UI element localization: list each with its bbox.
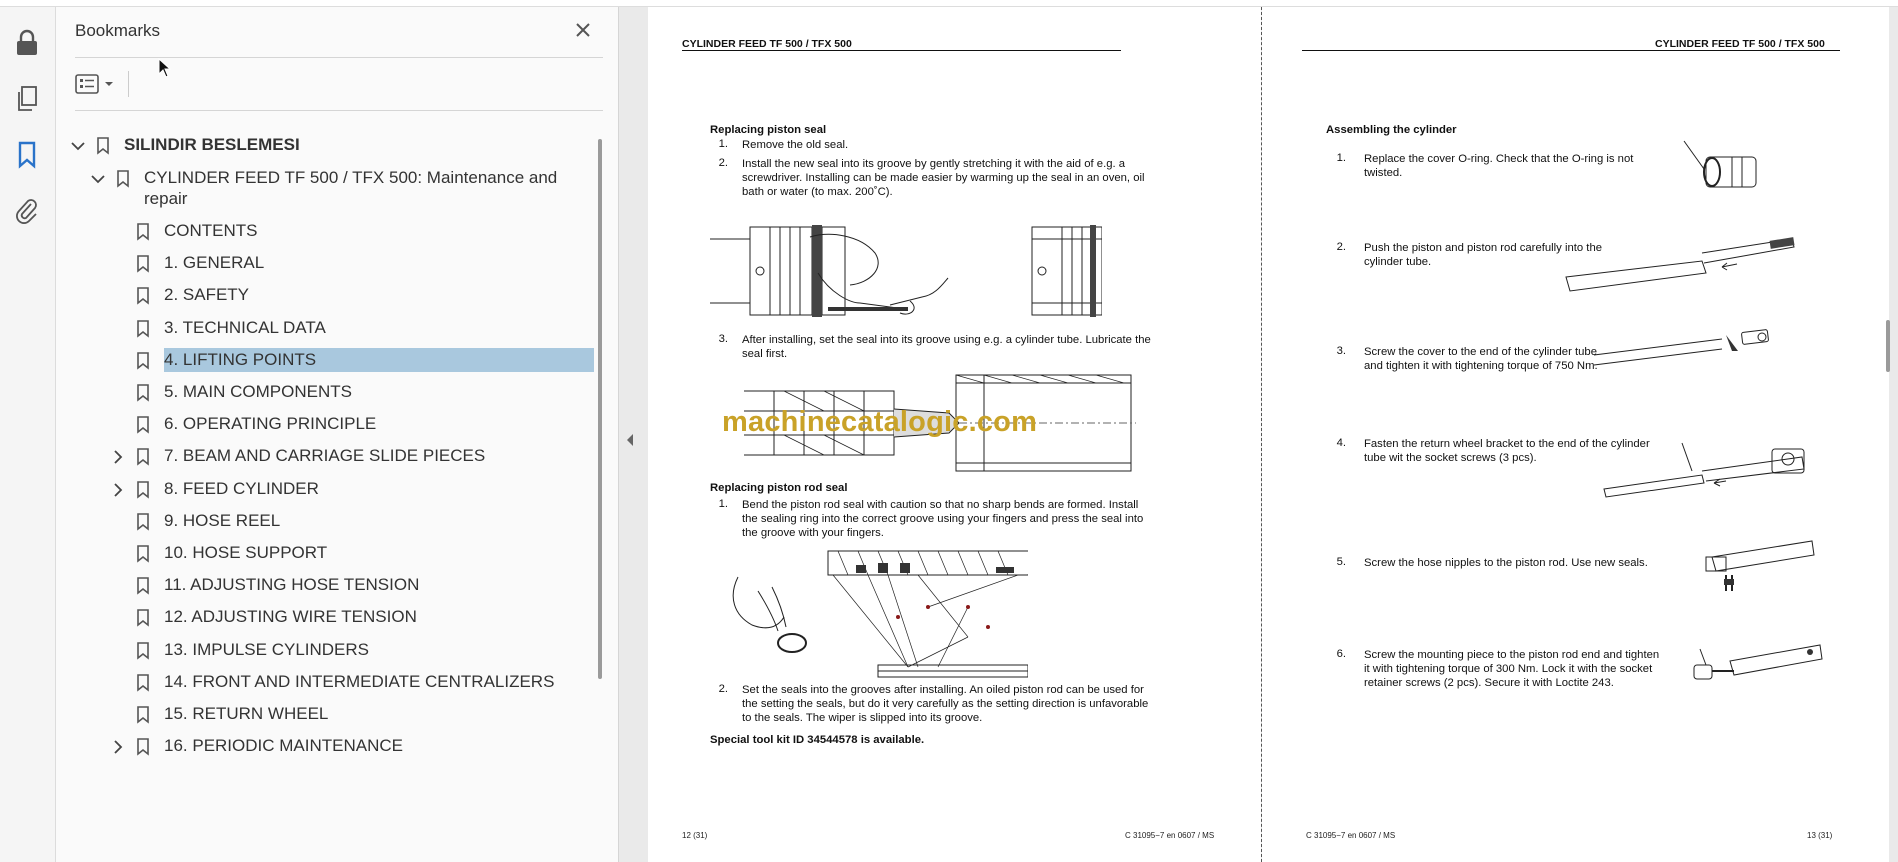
panel-divider	[75, 110, 603, 111]
page-footer-left: 12 (31)	[682, 831, 708, 840]
section-title: Replacing piston rod seal	[710, 482, 848, 494]
step-number: 2.	[1336, 241, 1346, 253]
chevron-right-icon[interactable]	[110, 739, 126, 755]
panel-divider	[75, 57, 603, 58]
page-header: CYLINDER FEED TF 500 / TFX 500	[1655, 38, 1825, 50]
lock-icon[interactable]	[13, 29, 41, 57]
section-title: Replacing piston seal	[710, 124, 827, 136]
pages-icon[interactable]	[13, 85, 41, 113]
step-text: Screw the mounting piece to the piston rod end and tighten	[1364, 649, 1660, 661]
bookmark-label: 8. FEED CYLINDER	[164, 478, 319, 498]
bookmark-ribbon-icon	[136, 287, 150, 305]
bookmark-item[interactable]	[56, 346, 601, 376]
bookmark-item[interactable]	[56, 636, 601, 666]
page-footer-right: C 31095−7 en 0607 / MS	[1125, 831, 1215, 840]
toolbar-separator	[128, 71, 129, 97]
bookmark-item[interactable]	[56, 442, 601, 472]
bookmark-ribbon-icon	[136, 545, 150, 563]
panel-title: Bookmarks	[75, 21, 161, 40]
step-text: Remove the old seal.	[742, 139, 849, 151]
step-text: Replace the cover O-ring. Check that the O-ring is not	[1364, 153, 1634, 165]
bookmark-ribbon-icon	[136, 738, 150, 756]
chevron-down-icon[interactable]	[70, 138, 86, 154]
bookmark-ribbon-icon	[136, 416, 150, 434]
bookmark-item[interactable]	[56, 603, 601, 633]
piston-insert-illustration	[1562, 231, 1802, 297]
bookmark-ribbon-icon	[116, 170, 130, 188]
step-number: 2.	[718, 157, 728, 169]
bookmark-ribbon-icon	[136, 609, 150, 627]
chevron-left-icon	[625, 433, 635, 447]
mouse-cursor-icon	[158, 58, 174, 80]
bookmark-label: 12. ADJUSTING WIRE TENSION	[164, 607, 417, 627]
header-rule	[682, 50, 1121, 51]
hose-nipples-illustration	[1702, 535, 1822, 599]
bookmark-item[interactable]	[56, 164, 601, 216]
bookmark-ribbon-icon	[136, 223, 150, 241]
step-text: it with tightening torque of 300 Nm. Lock it with the socket	[1364, 663, 1653, 675]
step-text: and tighten it with tightening torque of 750 Nm.	[1364, 360, 1598, 372]
bookmarks-panel	[56, 7, 619, 862]
bookmark-tree	[56, 117, 601, 862]
special-tool-note: Special tool kit ID 34544578 is available.	[710, 734, 925, 746]
piston-seal-illustration	[710, 213, 1102, 325]
bookmark-item[interactable]	[56, 700, 601, 730]
step-text: Push the piston and piston rod carefully into the	[1364, 242, 1603, 254]
page-header: CYLINDER FEED TF 500 / TFX 500	[682, 38, 852, 50]
bookmark-icon[interactable]	[13, 141, 41, 169]
bookmark-ribbon-icon	[136, 352, 150, 370]
bookmark-options-button[interactable]	[75, 70, 121, 98]
step-text: bath or water (to max. 200˚C).	[742, 186, 893, 198]
bookmark-label: 13. IMPULSE CYLINDERS	[164, 639, 370, 659]
chevron-down-icon	[104, 79, 114, 89]
bookmark-label: CYLINDER FEED TF 500 / TFX 500: Maintenance and	[144, 168, 558, 187]
return-wheel-bracket-illustration	[1602, 435, 1832, 499]
bookmark-ribbon-icon	[136, 481, 150, 499]
bookmark-label: 10. HOSE SUPPORT	[164, 543, 328, 562]
mounting-piece-illustration	[1690, 637, 1830, 689]
bookmark-item[interactable]	[56, 249, 601, 279]
step-number: 2.	[718, 683, 728, 695]
step-number: 3.	[718, 333, 728, 345]
bookmark-label: 9. HOSE REEL	[164, 510, 281, 530]
bookmark-ribbon-icon	[136, 577, 150, 595]
bookmark-label: 11. ADJUSTING HOSE TENSION	[164, 575, 420, 595]
bookmark-label-continued: repair	[144, 189, 188, 208]
bookmark-label: 14. FRONT AND INTERMEDIATE CENTRALIZERS	[164, 671, 555, 691]
step-text: the sealing ring into the correct groove using your fingers and press the seal into	[742, 513, 1144, 525]
bookmark-item[interactable]	[56, 668, 601, 698]
tool-rail	[0, 7, 56, 862]
rod-seal-illustration	[728, 547, 1028, 679]
bookmark-item[interactable]	[56, 507, 601, 537]
watermark-text: machinecatalogic.com	[722, 406, 1038, 438]
document-scrollbar[interactable]	[1886, 320, 1890, 372]
step-number: 1.	[718, 498, 728, 510]
bookmark-item[interactable]	[56, 410, 601, 440]
bookmark-item[interactable]	[56, 281, 601, 311]
step-text: to the seals. The wiper is slipped into its groove.	[742, 712, 983, 724]
collapse-panel-button[interactable]	[621, 420, 639, 460]
close-icon[interactable]	[572, 19, 594, 41]
bookmark-label: 4. LIFTING POINTS	[164, 348, 594, 372]
bookmark-item[interactable]	[56, 732, 601, 762]
step-number: 3.	[1336, 345, 1346, 357]
bookmark-label: 5. MAIN COMPONENTS	[164, 382, 352, 401]
bookmark-ribbon-icon	[136, 674, 150, 692]
step-text: the setting the seals, but do it very carefully as the setting direction is unfavorable	[742, 698, 1149, 710]
attachment-icon[interactable]	[13, 197, 41, 225]
step-number: 6.	[1336, 648, 1346, 660]
bookmark-item[interactable]	[56, 571, 601, 601]
window-top-edge	[0, 0, 1898, 7]
bookmark-label: CONTENTS	[164, 221, 258, 240]
cover-screw-illustration	[1592, 325, 1792, 373]
bookmark-label: 2. SAFETY	[164, 285, 250, 305]
step-number: 1.	[718, 138, 728, 150]
step-text: Fasten the return wheel bracket to the end of the cylinder	[1364, 438, 1650, 450]
step-text: seal first.	[742, 348, 788, 360]
step-text: Set the seals into the grooves after installing. An oiled piston rod can be used for	[742, 684, 1144, 696]
bookmark-ribbon-icon	[96, 137, 110, 155]
bookmark-label: 6. OPERATING PRINCIPLE	[164, 414, 377, 434]
bookmark-item[interactable]	[56, 378, 601, 408]
bookmark-item[interactable]	[56, 217, 601, 247]
bookmark-label: 1. GENERAL	[164, 253, 265, 273]
bookmark-label: 7. BEAM AND CARRIAGE SLIDE PIECES	[164, 446, 486, 466]
step-text: retainer screws (2 pcs). Secure it with Loctite 243.	[1364, 677, 1614, 689]
bookmark-label: SILINDIR BESLEMESI	[124, 135, 300, 154]
section-title: Assembling the cylinder	[1326, 124, 1457, 136]
bookmark-label: 16. PERIODIC MAINTENANCE	[164, 736, 403, 756]
bookmark-item[interactable]	[56, 131, 601, 161]
panel-scrollbar[interactable]	[598, 139, 602, 679]
page-footer-right: 13 (31)	[1807, 831, 1833, 840]
step-text: Screw the hose nipples to the piston rod. Use new seals.	[1364, 557, 1648, 569]
step-text: After installing, set the seal into its groove using e.g. a cylinder tube. Lubricate the	[742, 334, 1151, 346]
step-number: 4.	[1336, 437, 1346, 449]
bookmark-ribbon-icon	[136, 706, 150, 724]
bookmark-options-icon	[75, 73, 101, 95]
cover-oring-illustration	[1682, 137, 1762, 197]
chevron-right-icon[interactable]	[110, 449, 126, 465]
step-text: the groove with your fingers.	[742, 527, 884, 539]
step-text: Install the new seal into its groove by gently stretching it with the aid of e.g. a	[742, 158, 1126, 170]
step-number: 5.	[1336, 556, 1346, 568]
bookmark-item[interactable]	[56, 475, 601, 505]
bookmark-ribbon-icon	[136, 384, 150, 402]
bookmark-ribbon-icon	[136, 255, 150, 273]
step-number: 1.	[1336, 152, 1346, 164]
bookmark-ribbon-icon	[136, 320, 150, 338]
bookmark-ribbon-icon	[136, 448, 150, 466]
bookmark-label: 3. TECHNICAL DATA	[164, 317, 326, 337]
bookmark-item[interactable]	[56, 539, 601, 569]
bookmark-item[interactable]	[56, 314, 601, 344]
bookmark-ribbon-icon	[136, 642, 150, 660]
chevron-down-icon[interactable]	[90, 171, 106, 187]
step-text: Screw the cover to the end of the cylinder tube	[1364, 346, 1597, 358]
bookmark-ribbon-icon	[136, 513, 150, 531]
step-text: Bend the piston rod seal with caution so that no sharp bends are formed. Install	[742, 499, 1139, 511]
step-text: twisted.	[1364, 167, 1403, 179]
step-text: screwdriver. Installing can be made easier by warming up the seal in an oven, oil	[742, 172, 1145, 184]
bookmark-label: 15. RETURN WHEEL	[164, 704, 329, 723]
chevron-right-icon[interactable]	[110, 482, 126, 498]
step-text: cylinder tube.	[1364, 256, 1432, 268]
step-text: tube wit the socket screws (3 pcs).	[1364, 452, 1537, 464]
page-footer-left: C 31095−7 en 0607 / MS	[1306, 831, 1396, 840]
header-rule	[1302, 50, 1840, 51]
document-page-13	[1262, 7, 1889, 862]
